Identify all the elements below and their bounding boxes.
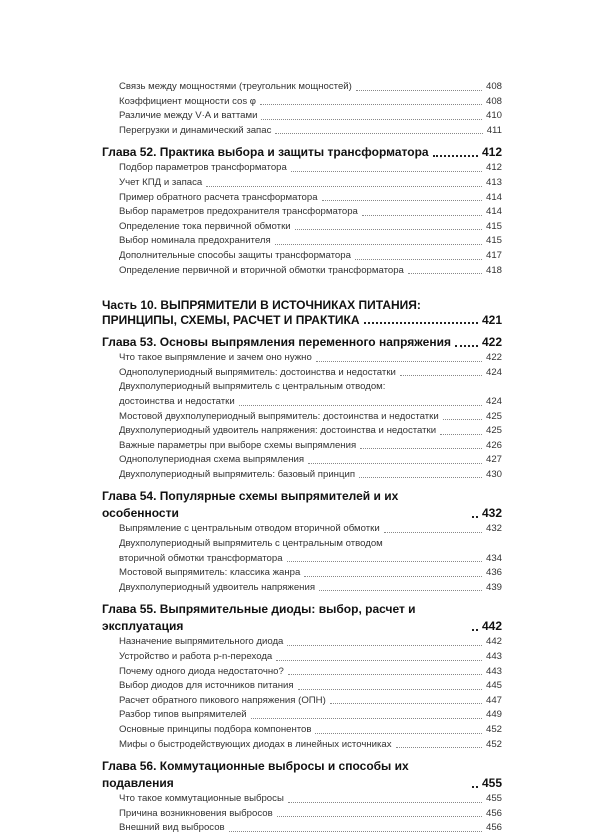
entry-page: 425 [485,410,502,422]
leader-dots [408,273,482,274]
chapter-page: 442 [481,619,502,634]
part-page: 421 [481,313,502,328]
leader-dots [308,463,482,464]
toc-entry[interactable] [102,124,502,139]
chapter-page: 422 [481,335,502,350]
entry-page: 434 [485,552,502,564]
entry-page: 412 [485,162,502,174]
entry-page: 418 [485,264,502,276]
entry-title: Выбор параметров предохранителя трансформатора [119,206,358,218]
chapter-title: Глава 55. Выпрямительные диоды: выбор, расчет и эксплуатация [102,602,416,634]
entry-title: Что такое коммутационные выбросы [119,793,284,805]
entry-page: 414 [485,191,502,203]
chapter-heading[interactable] [102,334,502,351]
entry-page: 452 [485,724,502,735]
entry-page: 452 [485,738,502,750]
entry-page: 456 [485,822,502,834]
leader-dots [440,434,482,435]
entry-title: Связь между мощностями (треугольник мощностей) [119,81,352,92]
toc-entry[interactable] [102,424,502,439]
leader-dots [291,171,482,172]
entry-title: Выбор номинала предохранителя [119,235,271,247]
leader-dots [364,322,478,324]
entry-title: Выпрямление с центральным отводом вторичной обмотки [119,523,380,535]
toc-entry[interactable] [102,176,502,191]
chapter-heading[interactable] [102,758,502,792]
entry-title: достоинства и недостатки [119,395,235,407]
toc-chapter-group [102,144,502,278]
table-of-contents [102,80,502,836]
entry-title: Важные параметры при выборе схемы выпрямления [119,439,357,451]
entry-page: 424 [485,366,502,378]
leader-dots [330,703,482,704]
toc-entry[interactable] [102,566,502,581]
toc-entry[interactable] [102,537,502,552]
toc-entry[interactable] [102,679,502,694]
leader-dots [360,448,482,449]
entry-title: Однополупериодный выпрямитель: достоинства и недостатки [119,366,396,378]
chapter-title: Глава 54. Популярные схемы выпрямителей и их особенности [102,489,399,521]
toc-entry[interactable] [102,439,502,454]
toc-entry[interactable] [102,366,502,381]
chapter-page: 432 [481,506,502,521]
toc-entry[interactable] [102,581,502,596]
entry-page: 417 [485,249,502,261]
toc-entry[interactable] [102,249,502,264]
entry-title: Перегрузки и динамический запас [119,124,272,136]
entry-title: Назначение выпрямительного диода [119,636,284,648]
leader-dots [316,361,482,362]
leader-dots [251,718,482,719]
entry-title: Определение тока первичной обмотки [119,220,291,232]
leader-dots [359,477,482,478]
entry-title: Определение первичной и вторичной обмотки трансформатора [119,264,404,276]
entry-page: 411 [486,124,502,136]
toc-entry[interactable] [102,80,502,95]
entry-page: 415 [485,220,502,232]
toc-entry[interactable] [102,821,502,836]
entry-title: Устройство и работа p-n-перехода [119,651,273,663]
leader-dots [443,419,482,420]
entry-title: Мостовой двухполупериодный выпрямитель: достоинства и недостатки [119,410,439,422]
toc-entry[interactable] [102,161,502,176]
entry-title: Внешний вид выбросов [119,822,225,834]
toc-entry[interactable] [102,708,502,723]
chapter-title: Глава 53. Основы выпрямления переменного напряжения [102,335,451,350]
toc-entry[interactable] [102,665,502,680]
toc-entry[interactable] [102,723,502,738]
entry-page: 447 [485,694,502,706]
leader-dots [472,516,478,518]
entry-page: 439 [485,581,502,593]
leader-dots [455,345,478,347]
entry-title: Почему одного диода недостаточно? [119,665,284,677]
entry-page: 422 [485,352,502,364]
toc-chapter-group [102,334,502,482]
leader-dots [287,561,482,562]
entry-page: 414 [485,206,502,218]
leader-dots [362,215,482,216]
toc-chapter-group [102,758,502,836]
toc-entry[interactable] [102,191,502,206]
leader-dots [355,259,482,260]
entry-title: Двухполупериодный выпрямитель с центральным отводом: [119,381,386,393]
chapter-page: 455 [481,776,502,791]
toc-entry[interactable] [102,109,502,124]
leader-dots [239,405,482,406]
entry-page: 425 [485,425,502,437]
toc-entry[interactable] [102,351,502,366]
toc-entry[interactable] [102,95,502,110]
toc-entry[interactable] [102,380,502,395]
leader-dots [260,104,482,105]
entry-page: 408 [485,81,502,92]
toc-entry[interactable] [102,792,502,807]
entry-page: 456 [485,807,502,819]
part-title-line-1: Часть 10. ВЫПРЯМИТЕЛИ В ИСТОЧНИКАХ ПИТАНИЯ: [102,298,421,313]
leader-dots [472,786,478,788]
entry-page: 443 [485,651,502,663]
leader-dots [275,244,482,245]
toc-entry[interactable] [102,395,502,410]
entry-title: Различие между V·A и ваттами [119,110,258,122]
toc-entry[interactable] [102,552,502,567]
leader-dots [319,590,482,591]
toc-chapter-group [102,601,502,752]
leader-dots [295,229,482,230]
toc-group [102,80,502,138]
entry-page: 436 [485,567,502,579]
entry-title: Мифы о быстродействующих диодах в линейных источниках [119,738,392,750]
leader-dots [322,200,482,201]
chapter-title: Глава 56. Коммутационные выбросы и способы их подавления [102,759,409,791]
entry-page: 424 [485,395,502,407]
leader-dots [315,733,482,734]
entry-page: 455 [485,793,502,805]
entry-title: Двухполупериодный выпрямитель с центральным отводом [119,538,383,550]
toc-entry[interactable] [102,807,502,822]
entry-page: 449 [485,709,502,721]
entry-title: Основные принципы подбора компонентов [119,724,312,735]
toc-entry[interactable] [102,468,502,483]
leader-dots [400,375,482,376]
toc-entry[interactable] [102,635,502,650]
leader-dots [206,186,482,187]
entry-page: 442 [485,636,502,648]
entry-title: Двухполупериодный удвоитель напряжения: достоинства и недостатки [119,425,437,437]
entry-title: Выбор диодов для источников питания [119,680,294,692]
entry-page: 410 [485,110,502,122]
chapter-page: 412 [481,145,502,160]
leader-dots [276,660,482,661]
chapter-heading[interactable] [102,488,502,522]
entry-title: Причина возникновения выбросов [119,807,273,819]
entry-page: 443 [485,665,502,677]
leader-dots [384,532,482,533]
toc-entry[interactable] [102,650,502,665]
toc-entry[interactable] [102,205,502,220]
toc-entry[interactable] [102,264,502,279]
leader-dots [277,816,482,817]
entry-title: Подбор параметров трансформатора [119,162,287,174]
entry-page: 445 [485,680,502,692]
leader-dots [298,689,482,690]
leader-dots [472,629,478,631]
part-title-line-2: ПРИНЦИПЫ, СХЕМЫ, РАСЧЕТ И ПРАКТИКА [102,313,360,328]
entry-title: Мостовой выпрямитель: классика жанра [119,567,301,579]
entry-title: Разбор типов выпрямителей [119,709,247,721]
leader-dots [261,119,482,120]
leader-dots [287,645,482,646]
chapter-heading[interactable] [102,601,502,635]
toc-entry[interactable] [102,220,502,235]
toc-entry[interactable] [102,234,502,249]
entry-page: 427 [485,454,502,466]
leader-dots [433,155,478,157]
chapter-title: Глава 52. Практика выбора и защиты трансформатора [102,145,429,160]
leader-dots [356,90,482,91]
toc-entry[interactable] [102,522,502,537]
toc-entry[interactable] [102,694,502,709]
part-heading[interactable] [102,298,502,328]
entry-page: 430 [485,468,502,480]
entry-page: 432 [485,523,502,535]
entry-title: Учет КПД и запаса [119,176,203,188]
entry-page: 415 [485,235,502,247]
entry-title: Дополнительные способы защиты трансформатора [119,249,351,261]
leader-dots [288,802,482,803]
entry-title: Пример обратного расчета трансформатора [119,191,318,203]
entry-title: Однополупериодная схема выпрямления [119,454,305,466]
entry-title: Что такое выпрямление и зачем оно нужно [119,352,312,364]
entry-title: Двухполупериодный выпрямитель: базовый принцип [119,468,356,480]
entry-page: 426 [485,439,502,451]
leader-dots [396,747,482,748]
entry-page: 408 [485,95,502,107]
toc-entry[interactable] [102,410,502,425]
entry-title: Двухполупериодный удвоитель напряжения [119,581,316,593]
entry-title: Коэффициент мощности cos φ [119,95,257,107]
toc-entry[interactable] [102,453,502,468]
leader-dots [275,133,482,134]
entry-title: Расчет обратного пикового напряжения (ОПН) [119,694,326,706]
entry-page: 413 [485,176,502,188]
toc-chapter-group [102,488,502,595]
entry-title: вторичной обмотки трансформатора [119,552,283,564]
leader-dots [304,576,482,577]
leader-dots [229,831,482,832]
chapter-heading[interactable] [102,144,502,161]
leader-dots [288,674,482,675]
